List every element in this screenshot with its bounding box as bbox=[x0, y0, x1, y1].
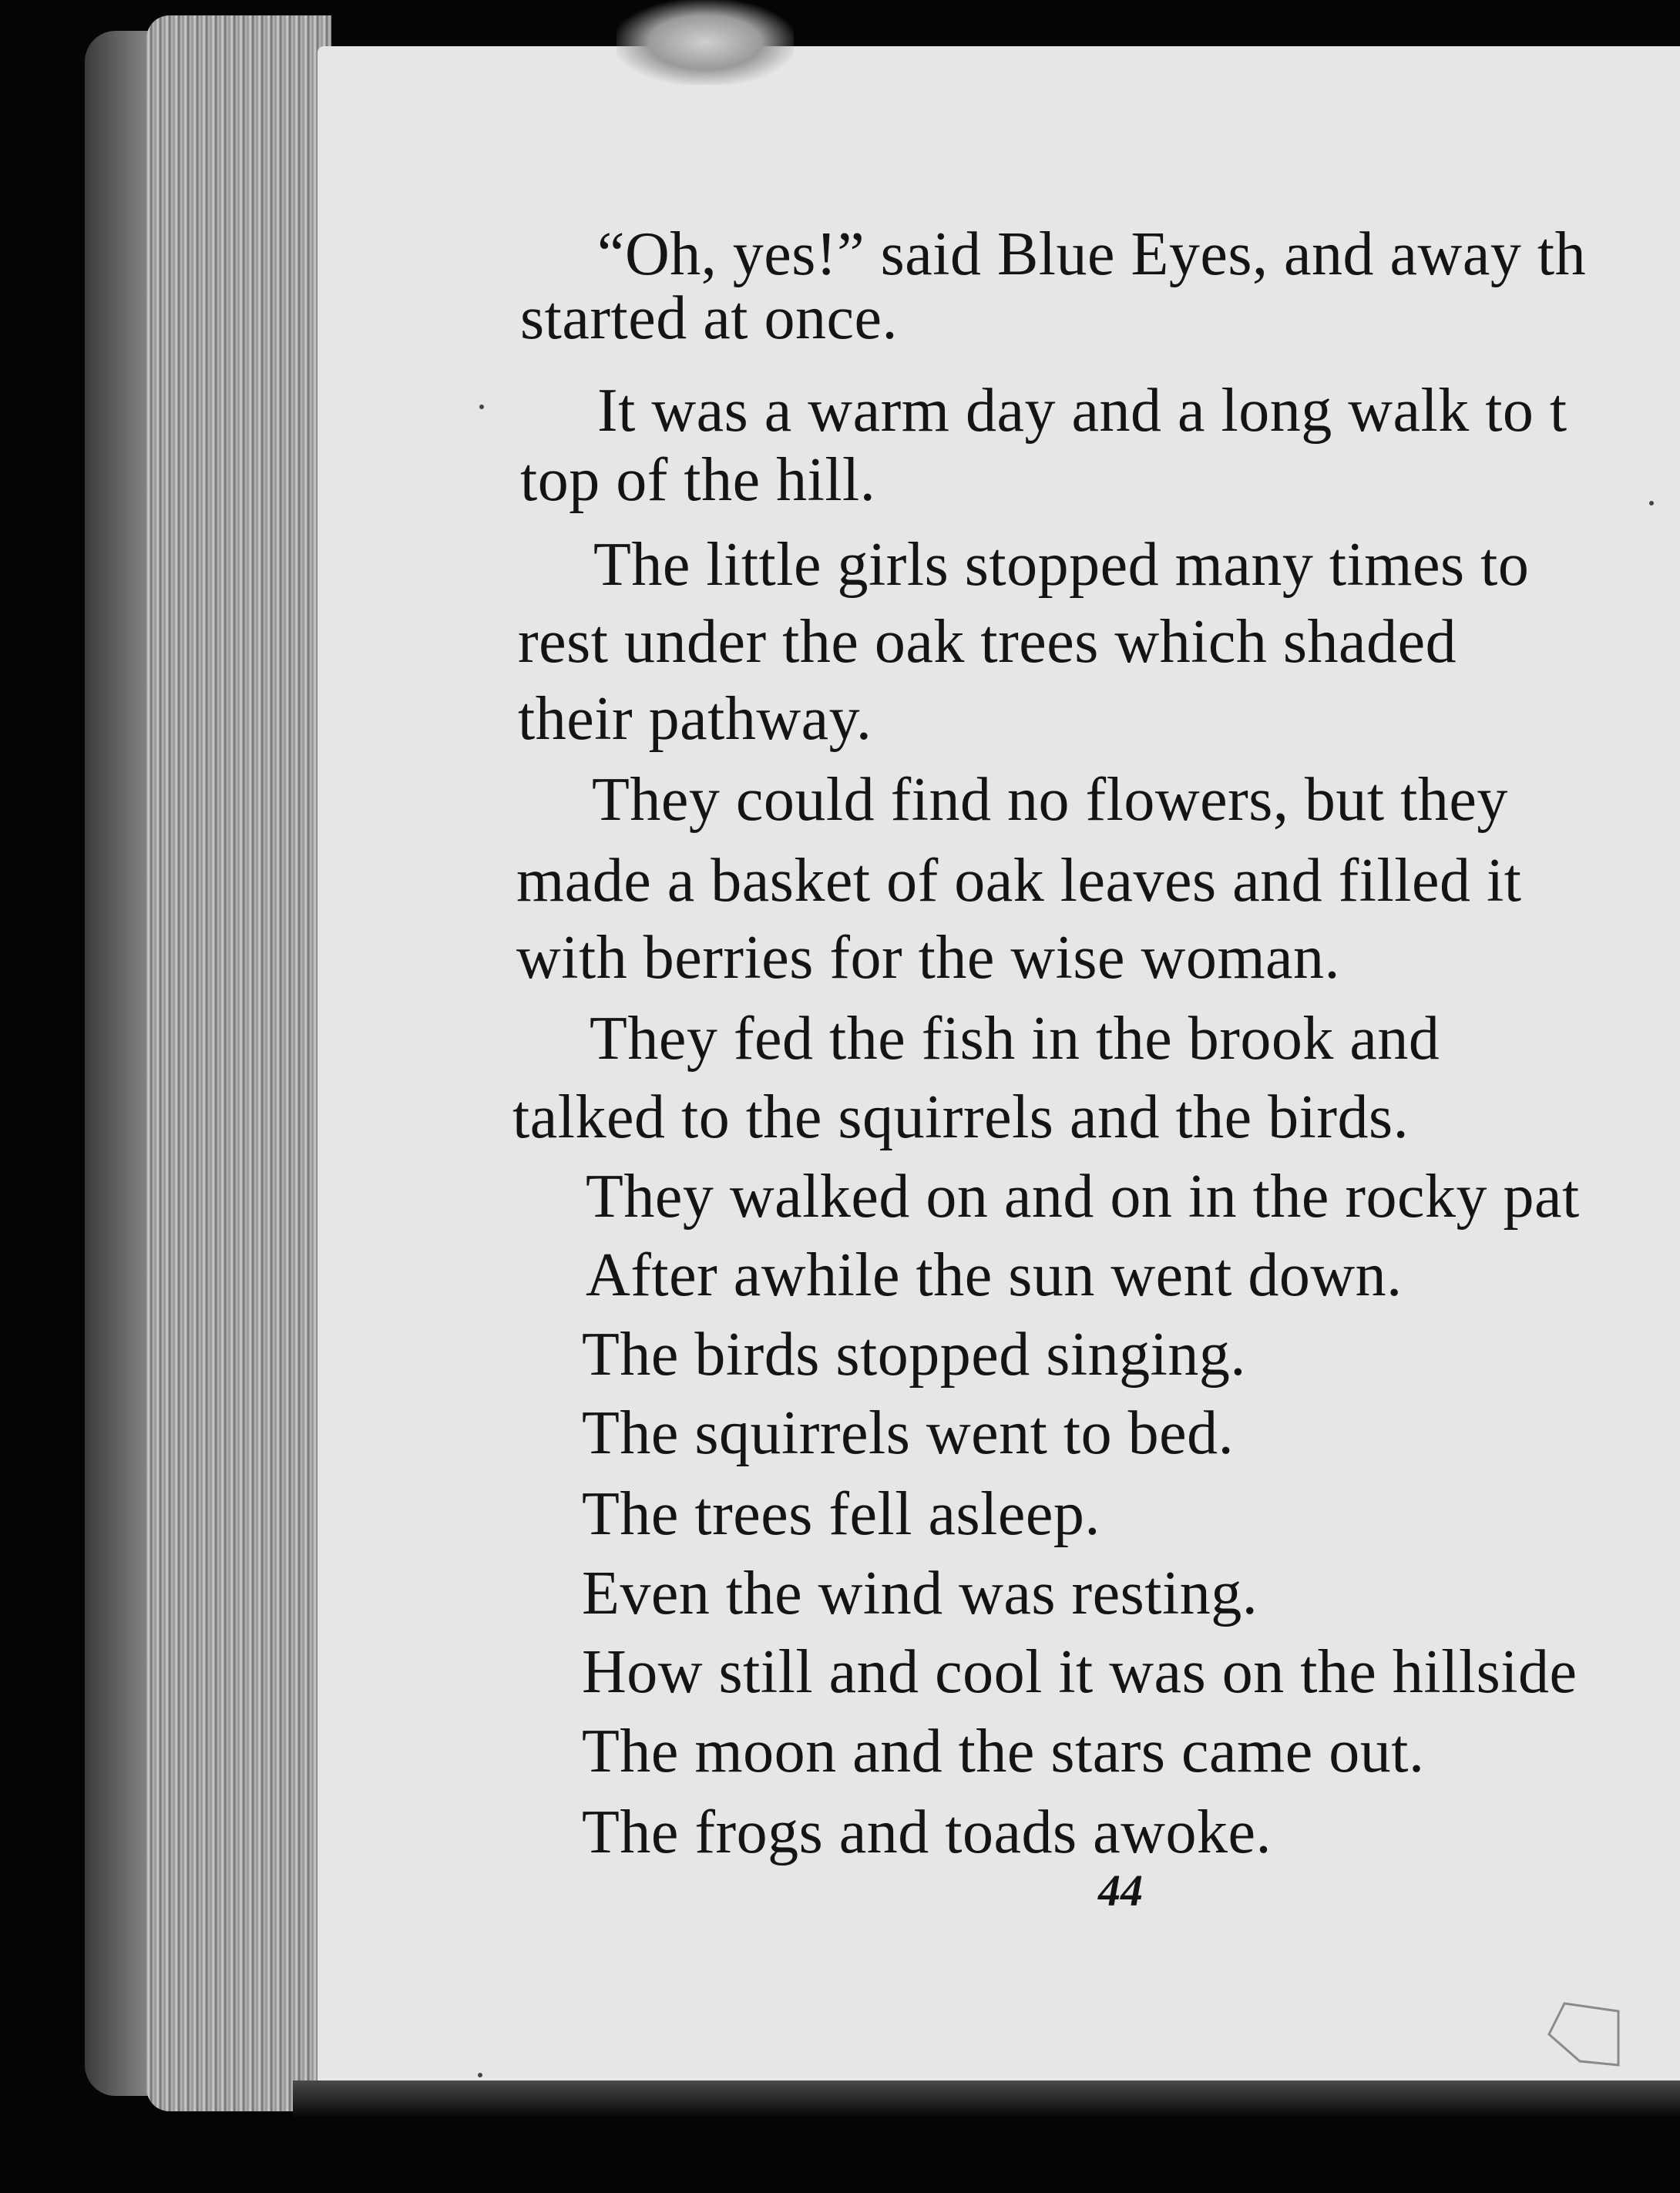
text-line: The frogs and toads awoke. bbox=[582, 1798, 1272, 1866]
text-line: started at once. bbox=[520, 284, 898, 352]
text-line: The trees fell asleep. bbox=[582, 1480, 1100, 1548]
speck bbox=[479, 405, 484, 409]
text-line: How still and cool it was on the hillside bbox=[582, 1638, 1578, 1706]
text-line: The little girls stopped many times to bbox=[593, 531, 1530, 599]
text-line: their pathway. bbox=[518, 685, 872, 753]
text-line: The moon and the stars came out. bbox=[582, 1718, 1425, 1785]
speck bbox=[1649, 501, 1654, 505]
text-line: Even the wind was resting. bbox=[582, 1560, 1258, 1627]
text-line: The squirrels went to bed. bbox=[582, 1399, 1235, 1467]
text-line: with berries for the wise woman. bbox=[516, 924, 1341, 992]
text-line: They walked on and on in the rocky pat bbox=[586, 1163, 1580, 1231]
text-line: After awhile the sun went down. bbox=[586, 1241, 1403, 1309]
text-line: rest under the oak trees which shaded bbox=[518, 608, 1457, 676]
text-line: The birds stopped singing. bbox=[582, 1321, 1246, 1389]
text-line: They could find no flowers, but they bbox=[592, 766, 1508, 834]
page-corner-mark bbox=[1534, 1980, 1626, 2073]
text-line: It was a warm day and a long walk to t bbox=[597, 377, 1567, 445]
page-number: 44 bbox=[1098, 1866, 1143, 1916]
text-line: made a basket of oak leaves and filled it bbox=[516, 847, 1522, 915]
text-line: “Oh, yes!” said Blue Eyes, and away th bbox=[597, 220, 1587, 288]
text-line: talked to the squirrels and the birds. bbox=[512, 1083, 1410, 1151]
text-line: top of the hill. bbox=[520, 446, 876, 514]
text-line: They fed the fish in the brook and bbox=[590, 1005, 1440, 1073]
speck bbox=[478, 2073, 482, 2077]
